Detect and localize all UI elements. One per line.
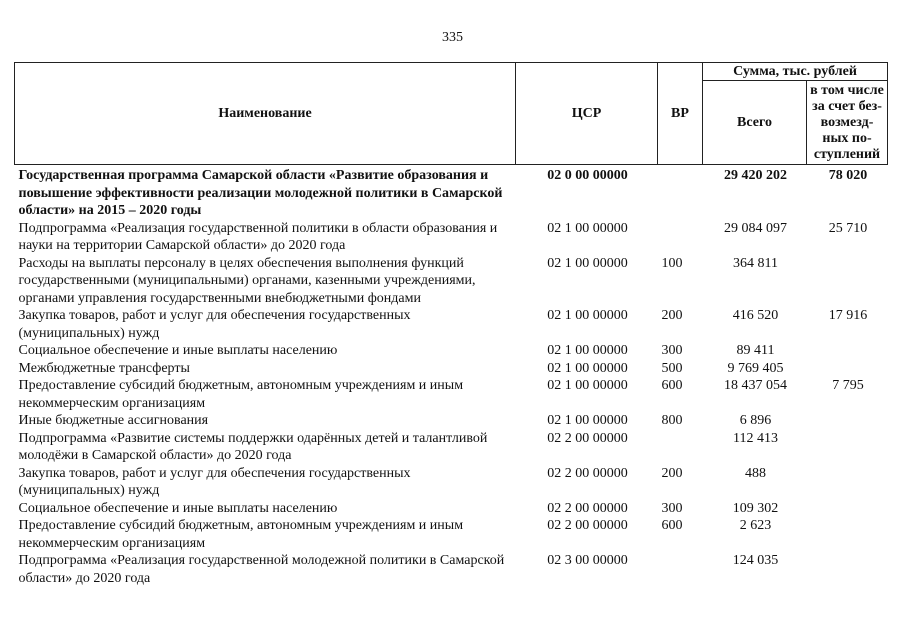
row-total: 29 084 097	[724, 220, 787, 236]
row-vr: 300	[661, 343, 683, 358]
table-row	[15, 165, 888, 220]
row-free-receipts	[807, 360, 888, 378]
row-free-receipts	[807, 465, 888, 500]
row-name: Предоставление субсидий бюджетным, автономным учреждениям и иным некоммерческим организациям	[18, 518, 464, 551]
header-vr: ВР	[658, 63, 703, 165]
row-csr: 02 1 00 00000	[547, 220, 628, 236]
table-row	[15, 255, 888, 308]
row-csr: 02 0 00 00000	[547, 168, 628, 183]
table-row	[15, 377, 888, 412]
row-total: 488	[745, 465, 766, 481]
row-name: Подпрограмма «Развитие системы поддержки одарённых детей и талантливой молодёжи в Самарской области» до 2020 года	[18, 430, 488, 463]
table-row	[15, 430, 888, 465]
table-row	[15, 412, 888, 430]
row-vr: 200	[661, 465, 683, 481]
row-name: Социальное обеспечение и иные выплаты населению	[18, 343, 338, 358]
row-total: 364 811	[733, 255, 778, 271]
row-free-receipts	[807, 517, 888, 552]
header-name: Наименование	[15, 63, 516, 165]
row-csr: 02 1 00 00000	[547, 360, 628, 376]
row-name: Иные бюджетные ассигнования	[18, 413, 209, 428]
row-total: 112 413	[733, 430, 778, 446]
row-free-receipts	[807, 255, 888, 308]
row-free-receipts	[807, 430, 888, 465]
row-free-receipts: 7 795	[832, 378, 864, 393]
header-csr: ЦСР	[516, 63, 658, 165]
table-row	[15, 552, 888, 587]
table-row	[15, 465, 888, 500]
row-csr: 02 2 00 00000	[547, 518, 628, 533]
row-csr: 02 1 00 00000	[547, 343, 628, 358]
row-csr: 02 2 00 00000	[547, 465, 628, 481]
table-header	[15, 63, 888, 165]
row-vr: 600	[661, 518, 683, 533]
row-total: 124 035	[732, 553, 779, 568]
row-csr: 02 1 00 00000	[547, 378, 628, 393]
row-vr	[658, 220, 703, 255]
row-free-receipts: 78 020	[828, 168, 868, 183]
row-vr: 600	[661, 378, 683, 393]
page-number: 335	[442, 30, 463, 45]
row-vr	[658, 552, 703, 587]
budget-table	[14, 62, 888, 587]
row-csr: 02 1 00 00000	[547, 413, 628, 428]
row-name: Подпрограмма «Реализация государственной молодежной политики в Самарской области» до 2020 года	[18, 553, 505, 586]
row-total: 18 437 054	[724, 378, 787, 393]
row-free-receipts	[807, 552, 888, 587]
row-total: 416 520	[732, 308, 779, 323]
header-total: Всего	[703, 81, 807, 165]
row-csr: 02 1 00 00000	[547, 255, 628, 271]
row-total: 89 411	[736, 343, 775, 358]
row-name: Государственная программа Самарской области «Развитие образования и повышение эффективности реализации молодежной политики в Самарской области» на 2015 – 2020 годы	[18, 168, 503, 218]
row-csr: 02 1 00 00000	[547, 308, 628, 323]
row-name: Предоставление субсидий бюджетным, автономным учреждениям и иным некоммерческим организациям	[18, 378, 464, 411]
header-sum-group: Сумма, тыс. рублей	[703, 63, 888, 81]
row-name: Подпрограмма «Реализация государственной политики в области образования и науки на территории Самарской области» до 2020 года	[18, 220, 498, 253]
header-free-receipts: в том числе за счет без-возмезд-ных по-ступлений	[807, 81, 888, 165]
row-free-receipts: 25 710	[828, 220, 868, 236]
row-name: Закупка товаров, работ и услуг для обеспечения государственных (муниципальных) нужд	[18, 465, 411, 498]
row-csr: 02 2 00 00000	[547, 430, 628, 446]
row-vr: 200	[661, 308, 683, 323]
row-free-receipts: 17 916	[828, 308, 868, 323]
row-vr: 800	[661, 413, 683, 428]
table-row	[15, 360, 888, 378]
row-free-receipts	[807, 412, 888, 430]
row-name: Социальное обеспечение и иные выплаты населению	[18, 500, 338, 516]
row-csr: 02 3 00 00000	[547, 553, 628, 568]
table-row	[15, 342, 888, 360]
row-free-receipts	[807, 342, 888, 360]
row-total: 6 896	[739, 413, 772, 428]
row-name: Закупка товаров, работ и услуг для обеспечения государственных (муниципальных) нужд	[18, 308, 411, 341]
row-vr	[658, 430, 703, 465]
row-name: Межбюджетные трансферты	[18, 360, 190, 376]
table-row	[15, 307, 888, 342]
table-body	[15, 165, 888, 588]
row-free-receipts	[807, 500, 888, 518]
row-total: 2 623	[739, 518, 772, 533]
row-csr: 02 2 00 00000	[547, 500, 628, 516]
row-total: 9 769 405	[727, 360, 784, 376]
table-row	[15, 500, 888, 518]
row-vr: 100	[661, 255, 683, 271]
row-vr	[658, 165, 703, 220]
row-total: 29 420 202	[724, 168, 787, 183]
table-row	[15, 517, 888, 552]
table-row	[15, 220, 888, 255]
row-name: Расходы на выплаты персоналу в целях обеспечения выполнения функций государственными (муниципальными) органами, казенными учреждениями, органами управления государственными внебюджетными фондами	[18, 255, 476, 306]
row-total: 109 302	[732, 500, 779, 516]
row-vr: 300	[661, 500, 683, 516]
row-vr: 500	[661, 360, 683, 376]
